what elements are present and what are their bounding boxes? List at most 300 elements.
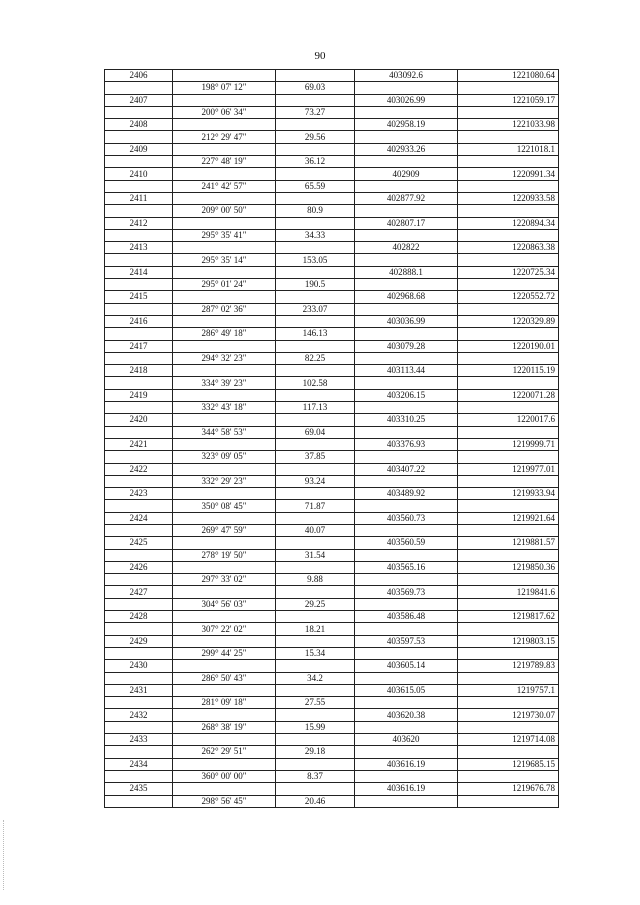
x-coordinate-cell: 403560.73 [355, 512, 458, 524]
y-coordinate-cell [458, 303, 559, 315]
table-row [105, 586, 559, 598]
distance-cell: 65.59 [276, 180, 355, 192]
y-coordinate-cell: 1220329.89 [458, 315, 559, 327]
distance-cell: 8.37 [276, 770, 355, 782]
y-coordinate-cell [458, 377, 559, 389]
x-coordinate-cell [355, 82, 458, 94]
point-number-cell [105, 795, 173, 807]
point-number-cell: 2417 [105, 340, 173, 352]
x-coordinate-cell: 403616.19 [355, 783, 458, 795]
bearing-cell [173, 70, 276, 82]
x-coordinate-cell: 402807.17 [355, 217, 458, 229]
y-coordinate-cell: 1219999.71 [458, 438, 559, 450]
bearing-cell: 332° 43' 18" [173, 402, 276, 414]
point-number-cell [105, 721, 173, 733]
table-row [105, 119, 559, 131]
y-coordinate-cell: 1220071.28 [458, 389, 559, 401]
x-coordinate-cell [355, 549, 458, 561]
distance-cell: 29.25 [276, 598, 355, 610]
table-row [105, 549, 559, 561]
bearing-cell: 334° 39' 23" [173, 377, 276, 389]
point-number-cell [105, 697, 173, 709]
distance-cell: 29.56 [276, 131, 355, 143]
point-number-cell: 2410 [105, 168, 173, 180]
table-row [105, 660, 559, 672]
x-coordinate-cell: 402877.92 [355, 192, 458, 204]
bearing-cell: 295° 35' 14" [173, 254, 276, 266]
y-coordinate-cell [458, 279, 559, 291]
distance-cell: 31.54 [276, 549, 355, 561]
point-number-cell [105, 574, 173, 586]
table-row [105, 574, 559, 586]
table-row [105, 451, 559, 463]
x-coordinate-cell: 403597.53 [355, 635, 458, 647]
distance-cell [276, 488, 355, 500]
distance-cell: 71.87 [276, 500, 355, 512]
x-coordinate-cell [355, 254, 458, 266]
x-coordinate-cell [355, 352, 458, 364]
margin-scan-mark [3, 820, 5, 890]
bearing-cell [173, 94, 276, 106]
x-coordinate-cell: 403113.44 [355, 365, 458, 377]
x-coordinate-cell [355, 770, 458, 782]
bearing-cell: 304° 56' 03" [173, 598, 276, 610]
bearing-cell [173, 709, 276, 721]
y-coordinate-cell [458, 721, 559, 733]
distance-cell: 40.07 [276, 524, 355, 536]
bearing-cell [173, 192, 276, 204]
y-coordinate-cell: 1219676.78 [458, 783, 559, 795]
x-coordinate-cell [355, 180, 458, 192]
table-row [105, 106, 559, 118]
x-coordinate-cell: 403620 [355, 734, 458, 746]
point-number-cell [105, 279, 173, 291]
distance-cell: 9.88 [276, 574, 355, 586]
bearing-cell [173, 340, 276, 352]
point-number-cell [105, 180, 173, 192]
bearing-cell [173, 414, 276, 426]
point-number-cell: 2406 [105, 70, 173, 82]
x-coordinate-cell: 403616.19 [355, 758, 458, 770]
bearing-cell: 297° 33' 02" [173, 574, 276, 586]
distance-cell [276, 266, 355, 278]
bearing-cell [173, 758, 276, 770]
distance-cell [276, 242, 355, 254]
distance-cell [276, 143, 355, 155]
y-coordinate-cell: 1219817.62 [458, 611, 559, 623]
distance-cell [276, 660, 355, 672]
bearing-cell [173, 119, 276, 131]
x-coordinate-cell: 403569.73 [355, 586, 458, 598]
bearing-cell [173, 561, 276, 573]
point-number-cell [105, 106, 173, 118]
y-coordinate-cell: 1220190.01 [458, 340, 559, 352]
point-number-cell: 2409 [105, 143, 173, 155]
table-row [105, 279, 559, 291]
distance-cell [276, 684, 355, 696]
distance-cell: 93.24 [276, 475, 355, 487]
x-coordinate-cell [355, 229, 458, 241]
point-number-cell: 2424 [105, 512, 173, 524]
point-number-cell: 2423 [105, 488, 173, 500]
point-number-cell: 2429 [105, 635, 173, 647]
y-coordinate-cell: 1221059.17 [458, 94, 559, 106]
x-coordinate-cell: 403560.59 [355, 537, 458, 549]
y-coordinate-cell: 1219789.83 [458, 660, 559, 672]
bearing-cell [173, 315, 276, 327]
bearing-cell: 287° 02' 36" [173, 303, 276, 315]
y-coordinate-cell: 1219850.36 [458, 561, 559, 573]
bearing-cell: 298° 56' 45" [173, 795, 276, 807]
point-number-cell: 2422 [105, 463, 173, 475]
y-coordinate-cell [458, 82, 559, 94]
bearing-cell: 323° 09' 05" [173, 451, 276, 463]
distance-cell [276, 512, 355, 524]
distance-cell: 29.18 [276, 746, 355, 758]
x-coordinate-cell: 402933.26 [355, 143, 458, 155]
bearing-cell [173, 635, 276, 647]
bearing-cell [173, 168, 276, 180]
distance-cell [276, 70, 355, 82]
table-row [105, 192, 559, 204]
bearing-cell [173, 512, 276, 524]
x-coordinate-cell [355, 402, 458, 414]
y-coordinate-cell [458, 549, 559, 561]
distance-cell: 102.58 [276, 377, 355, 389]
bearing-cell [173, 488, 276, 500]
x-coordinate-cell [355, 524, 458, 536]
distance-cell [276, 783, 355, 795]
point-number-cell: 2427 [105, 586, 173, 598]
table-row [105, 488, 559, 500]
bearing-cell: 295° 35' 41" [173, 229, 276, 241]
bearing-cell [173, 266, 276, 278]
y-coordinate-cell [458, 524, 559, 536]
table-row [105, 770, 559, 782]
distance-cell: 69.04 [276, 426, 355, 438]
distance-cell [276, 438, 355, 450]
y-coordinate-cell [458, 229, 559, 241]
point-number-cell [105, 524, 173, 536]
table-row [105, 426, 559, 438]
bearing-cell: 286° 49' 18" [173, 328, 276, 340]
table-row [105, 168, 559, 180]
y-coordinate-cell: 1220725.34 [458, 266, 559, 278]
bearing-cell [173, 143, 276, 155]
point-number-cell [105, 598, 173, 610]
bearing-cell: 198° 07' 12" [173, 82, 276, 94]
y-coordinate-cell: 1221018.1 [458, 143, 559, 155]
bearing-cell [173, 291, 276, 303]
table-row [105, 94, 559, 106]
table-row [105, 537, 559, 549]
y-coordinate-cell [458, 795, 559, 807]
x-coordinate-cell [355, 500, 458, 512]
x-coordinate-cell: 402958.19 [355, 119, 458, 131]
y-coordinate-cell [458, 426, 559, 438]
table-row [105, 561, 559, 573]
distance-cell: 34.33 [276, 229, 355, 241]
distance-cell: 15.99 [276, 721, 355, 733]
bearing-cell: 227° 48' 19" [173, 156, 276, 168]
bearing-cell [173, 463, 276, 475]
point-number-cell [105, 205, 173, 217]
y-coordinate-cell [458, 475, 559, 487]
bearing-cell [173, 389, 276, 401]
x-coordinate-cell [355, 746, 458, 758]
point-number-cell: 2416 [105, 315, 173, 327]
y-coordinate-cell: 1220991.34 [458, 168, 559, 180]
table-row [105, 512, 559, 524]
y-coordinate-cell: 1219685.15 [458, 758, 559, 770]
point-number-cell: 2412 [105, 217, 173, 229]
table-row [105, 266, 559, 278]
x-coordinate-cell [355, 303, 458, 315]
point-number-cell [105, 746, 173, 758]
distance-cell: 146.13 [276, 328, 355, 340]
y-coordinate-cell: 1221080.64 [458, 70, 559, 82]
table-row [105, 156, 559, 168]
x-coordinate-cell: 403489.92 [355, 488, 458, 500]
x-coordinate-cell: 402909 [355, 168, 458, 180]
table-row [105, 734, 559, 746]
point-number-cell [105, 229, 173, 241]
point-number-cell [105, 549, 173, 561]
bearing-cell: 286° 50' 43" [173, 672, 276, 684]
table-row [105, 205, 559, 217]
table-row [105, 746, 559, 758]
x-coordinate-cell: 403620.38 [355, 709, 458, 721]
table-row [105, 709, 559, 721]
point-number-cell [105, 475, 173, 487]
x-coordinate-cell [355, 475, 458, 487]
point-number-cell [105, 82, 173, 94]
table-row [105, 500, 559, 512]
distance-cell [276, 611, 355, 623]
x-coordinate-cell [355, 598, 458, 610]
point-number-cell: 2428 [105, 611, 173, 623]
y-coordinate-cell: 1219714.08 [458, 734, 559, 746]
x-coordinate-cell [355, 721, 458, 733]
distance-cell [276, 94, 355, 106]
x-coordinate-cell [355, 697, 458, 709]
x-coordinate-cell [355, 647, 458, 659]
distance-cell: 73.27 [276, 106, 355, 118]
distance-cell: 18.21 [276, 623, 355, 635]
x-coordinate-cell [355, 106, 458, 118]
y-coordinate-cell [458, 352, 559, 364]
point-number-cell: 2421 [105, 438, 173, 450]
bearing-cell: 344° 58' 53" [173, 426, 276, 438]
x-coordinate-cell [355, 205, 458, 217]
y-coordinate-cell [458, 623, 559, 635]
table-row [105, 598, 559, 610]
point-number-cell [105, 402, 173, 414]
distance-cell [276, 414, 355, 426]
x-coordinate-cell: 403407.22 [355, 463, 458, 475]
point-number-cell: 2426 [105, 561, 173, 573]
bearing-cell [173, 586, 276, 598]
distance-cell [276, 365, 355, 377]
x-coordinate-cell: 403565.16 [355, 561, 458, 573]
point-number-cell: 2418 [105, 365, 173, 377]
distance-cell [276, 537, 355, 549]
y-coordinate-cell [458, 254, 559, 266]
table-row [105, 721, 559, 733]
y-coordinate-cell [458, 647, 559, 659]
y-coordinate-cell: 1219841.6 [458, 586, 559, 598]
x-coordinate-cell: 403615.05 [355, 684, 458, 696]
point-number-cell [105, 426, 173, 438]
bearing-cell [173, 734, 276, 746]
distance-cell [276, 586, 355, 598]
x-coordinate-cell: 402888.1 [355, 266, 458, 278]
x-coordinate-cell [355, 795, 458, 807]
bearing-cell [173, 242, 276, 254]
table-row [105, 795, 559, 807]
y-coordinate-cell: 1220017.6 [458, 414, 559, 426]
point-number-cell: 2415 [105, 291, 173, 303]
point-number-cell: 2433 [105, 734, 173, 746]
table-row [105, 340, 559, 352]
bearing-cell: 212° 29' 47" [173, 131, 276, 143]
table-row [105, 291, 559, 303]
x-coordinate-cell [355, 377, 458, 389]
y-coordinate-cell [458, 500, 559, 512]
point-number-cell: 2419 [105, 389, 173, 401]
distance-cell [276, 168, 355, 180]
point-number-cell [105, 254, 173, 266]
distance-cell [276, 192, 355, 204]
table-row [105, 229, 559, 241]
table-row [105, 352, 559, 364]
point-number-cell [105, 647, 173, 659]
bearing-cell: 360° 00' 00" [173, 770, 276, 782]
distance-cell [276, 217, 355, 229]
point-number-cell [105, 377, 173, 389]
bearing-cell: 295° 01' 24" [173, 279, 276, 291]
y-coordinate-cell: 1219757.1 [458, 684, 559, 696]
x-coordinate-cell: 403586.48 [355, 611, 458, 623]
table-row [105, 475, 559, 487]
x-coordinate-cell: 403310.25 [355, 414, 458, 426]
point-number-cell [105, 303, 173, 315]
table-row [105, 143, 559, 155]
y-coordinate-cell: 1219730.07 [458, 709, 559, 721]
distance-cell: 20.46 [276, 795, 355, 807]
x-coordinate-cell [355, 156, 458, 168]
bearing-cell: 281° 09' 18" [173, 697, 276, 709]
table-row [105, 303, 559, 315]
y-coordinate-cell: 1219977.01 [458, 463, 559, 475]
bearing-cell: 241° 42' 57" [173, 180, 276, 192]
y-coordinate-cell [458, 131, 559, 143]
bearing-cell: 332° 29' 23" [173, 475, 276, 487]
bearing-cell: 200° 06' 34" [173, 106, 276, 118]
survey-coordinates-table [104, 69, 559, 808]
bearing-cell: 269° 47' 59" [173, 524, 276, 536]
page-number: 90 [314, 50, 326, 62]
bearing-cell: 299° 44' 25" [173, 647, 276, 659]
table-row [105, 402, 559, 414]
x-coordinate-cell [355, 672, 458, 684]
y-coordinate-cell [458, 156, 559, 168]
x-coordinate-cell [355, 574, 458, 586]
distance-cell: 15.34 [276, 647, 355, 659]
table-row [105, 242, 559, 254]
table-row [105, 328, 559, 340]
x-coordinate-cell [355, 426, 458, 438]
y-coordinate-cell: 1220894.34 [458, 217, 559, 229]
y-coordinate-cell [458, 205, 559, 217]
bearing-cell: 350° 08' 45" [173, 500, 276, 512]
y-coordinate-cell: 1219921.64 [458, 512, 559, 524]
distance-cell: 117.13 [276, 402, 355, 414]
distance-cell: 153.05 [276, 254, 355, 266]
y-coordinate-cell [458, 697, 559, 709]
distance-cell [276, 340, 355, 352]
distance-cell [276, 389, 355, 401]
y-coordinate-cell [458, 598, 559, 610]
x-coordinate-cell: 403605.14 [355, 660, 458, 672]
table-row [105, 82, 559, 94]
table-row [105, 635, 559, 647]
y-coordinate-cell: 1221033.98 [458, 119, 559, 131]
bearing-cell: 268° 38' 19" [173, 721, 276, 733]
x-coordinate-cell: 402822 [355, 242, 458, 254]
x-coordinate-cell [355, 451, 458, 463]
table-row [105, 623, 559, 635]
point-number-cell [105, 500, 173, 512]
y-coordinate-cell [458, 180, 559, 192]
table-row [105, 463, 559, 475]
x-coordinate-cell: 403376.93 [355, 438, 458, 450]
distance-cell [276, 291, 355, 303]
y-coordinate-cell [458, 328, 559, 340]
table-row [105, 414, 559, 426]
table-row [105, 254, 559, 266]
x-coordinate-cell: 402968.68 [355, 291, 458, 303]
point-number-cell: 2435 [105, 783, 173, 795]
distance-cell: 37.85 [276, 451, 355, 463]
table-row [105, 758, 559, 770]
point-number-cell [105, 352, 173, 364]
x-coordinate-cell: 403092.6 [355, 70, 458, 82]
x-coordinate-cell: 403079.28 [355, 340, 458, 352]
x-coordinate-cell [355, 328, 458, 340]
table-row [105, 672, 559, 684]
point-number-cell: 2430 [105, 660, 173, 672]
x-coordinate-cell: 403026.99 [355, 94, 458, 106]
table-row [105, 647, 559, 659]
bearing-cell [173, 537, 276, 549]
x-coordinate-cell: 403036.99 [355, 315, 458, 327]
table-row [105, 315, 559, 327]
table-row [105, 377, 559, 389]
y-coordinate-cell: 1220552.72 [458, 291, 559, 303]
point-number-cell: 2432 [105, 709, 173, 721]
y-coordinate-cell: 1220115.19 [458, 365, 559, 377]
bearing-cell: 262° 29' 51" [173, 746, 276, 758]
bearing-cell: 307° 22' 02" [173, 623, 276, 635]
bearing-cell [173, 217, 276, 229]
table-row [105, 438, 559, 450]
x-coordinate-cell: 403206.15 [355, 389, 458, 401]
point-number-cell [105, 623, 173, 635]
distance-cell [276, 119, 355, 131]
bearing-cell: 209° 00' 50" [173, 205, 276, 217]
y-coordinate-cell [458, 574, 559, 586]
